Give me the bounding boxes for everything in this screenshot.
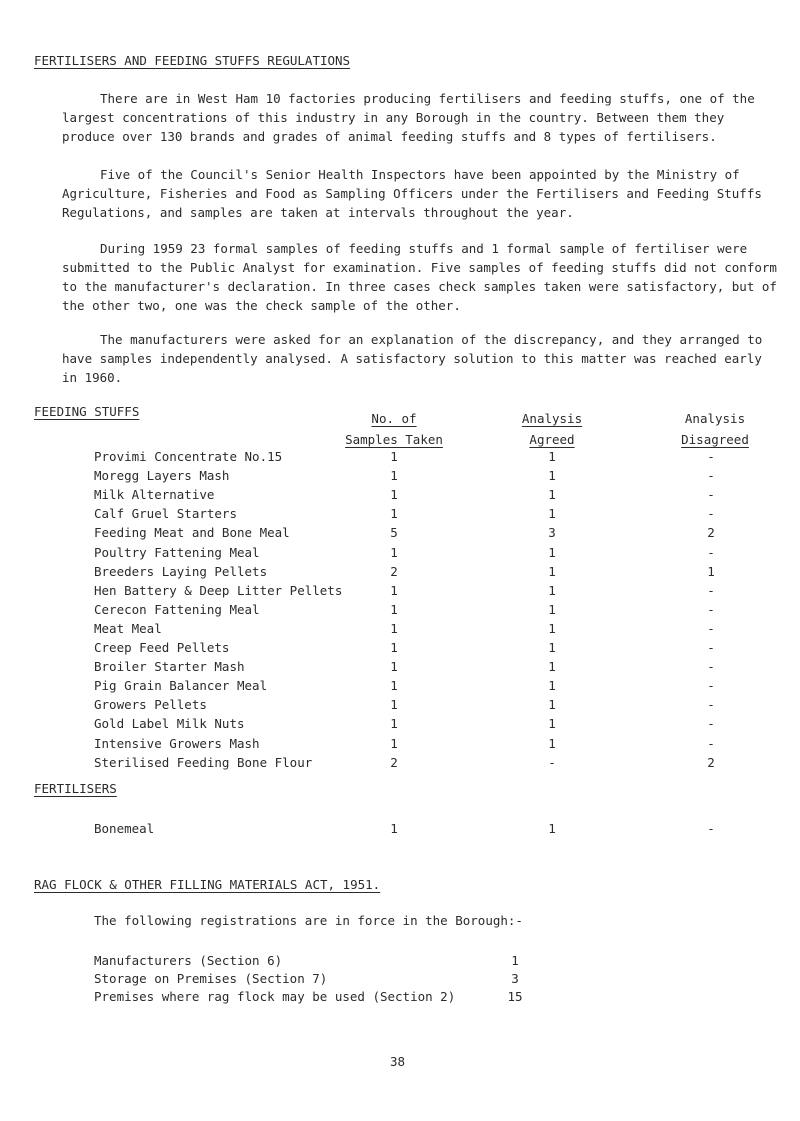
row-disagreed: 2 — [707, 754, 715, 770]
row-samples: 2 — [390, 563, 398, 579]
table-row — [0, 677, 800, 696]
row-item: Milk Alternative — [94, 487, 215, 503]
table-row — [0, 620, 800, 639]
row-disagreed: 2 — [707, 525, 715, 541]
row-agreed: 1 — [548, 735, 556, 751]
col-header-disagreed-line2: Disagreed — [681, 432, 749, 448]
row-item: Bonemeal — [94, 821, 155, 836]
row-item: Pig Grain Balancer Meal — [94, 678, 268, 694]
col-header-agreed-line2: Agreed — [529, 432, 575, 448]
registration-row — [0, 952, 800, 971]
row-agreed: 1 — [548, 659, 556, 675]
row-samples: 1 — [390, 697, 398, 713]
row-agreed: 1 — [548, 678, 556, 694]
row-samples: 1 — [390, 716, 398, 732]
row-samples: 1 — [390, 678, 398, 694]
row-disagreed: - — [707, 659, 715, 675]
row-disagreed: - — [707, 640, 715, 655]
row-item: Intensive Growers Mash — [94, 735, 260, 751]
table-row — [0, 467, 800, 486]
table-row — [0, 505, 800, 524]
row-disagreed: - — [707, 821, 715, 836]
registration-row — [0, 988, 800, 1007]
feeding-stuffs-heading: FEEDING STUFFS — [34, 404, 140, 419]
table-row — [0, 601, 800, 620]
paragraph-3-text: During 1959 23 formal samples of feeding stuffs and 1 formal sample of fertiliser were submitted to the Public Analyst for examination. Five samples of feeding stuffs did not conform to the manufacturer's declaration. In three cases check samples taken were satisfactory, but of the other two, one was the check sample of the other. — [62, 241, 777, 313]
row-disagreed: - — [707, 601, 715, 617]
row-disagreed: - — [707, 582, 715, 598]
row-disagreed: - — [707, 544, 715, 560]
row-disagreed: - — [707, 487, 715, 503]
col-header-samples-line1: No. of — [371, 411, 417, 426]
row-agreed: 1 — [548, 620, 556, 636]
table-row — [0, 544, 800, 563]
col-header-samples-line2: Samples Taken — [345, 432, 443, 448]
row-samples: 5 — [390, 525, 398, 541]
table-row — [0, 639, 800, 658]
row-samples: 1 — [390, 821, 398, 836]
registration-value: 3 — [511, 971, 519, 986]
row-disagreed: - — [707, 620, 715, 636]
row-disagreed: - — [707, 678, 715, 694]
table-row — [0, 563, 800, 582]
table-row — [0, 696, 800, 715]
table-row — [0, 754, 800, 773]
section-title-rag-flock: RAG FLOCK & OTHER FILLING MATERIALS ACT, 1951. — [34, 877, 381, 892]
paragraph-4 — [62, 330, 777, 387]
row-item: Moregg Layers Mash — [94, 468, 230, 484]
row-item: Breeders Laying Pellets — [94, 563, 268, 579]
col-header-agreed-line1: Analysis — [521, 411, 583, 426]
row-item: Poultry Fattening Meal — [94, 544, 260, 560]
registration-label: Storage on Premises (Section 7) — [94, 971, 328, 986]
paragraph-3 — [62, 239, 777, 315]
row-agreed: 1 — [548, 601, 556, 617]
row-item: Provimi Concentrate No.15 — [94, 449, 283, 464]
row-samples: 1 — [390, 582, 398, 598]
row-disagreed: 1 — [707, 563, 715, 579]
row-agreed: 1 — [548, 697, 556, 713]
row-disagreed: - — [707, 735, 715, 751]
table-row — [0, 486, 800, 505]
row-item: Gold Label Milk Nuts — [94, 716, 245, 732]
row-agreed: - — [548, 754, 556, 770]
row-item: Hen Battery & Deep Litter Pellets — [94, 582, 343, 598]
paragraph-4-text: The manufacturers were asked for an explanation of the discrepancy, and they arranged to have samples independently analysed. A satisfactory solution to this matter was reached early in 1960. — [62, 332, 763, 385]
fertilisers-heading: FERTILISERS — [34, 781, 117, 796]
row-samples: 1 — [390, 544, 398, 560]
row-item: Cerecon Fattening Meal — [94, 601, 260, 617]
row-agreed: 1 — [548, 449, 556, 464]
paragraph-1-text: There are in West Ham 10 factories producing fertilisers and feeding stuffs, one of the largest concentrations of this industry in any Borough in the country. Between them they produce over 130 brands and grades of animal feeding stuffs and 8 types of fertilisers. — [62, 91, 755, 144]
row-disagreed: - — [707, 697, 715, 713]
row-agreed: 1 — [548, 487, 556, 503]
table-row — [0, 715, 800, 734]
col-header-samples — [334, 410, 454, 449]
row-agreed: 1 — [548, 716, 556, 732]
page-number: 38 — [390, 1054, 406, 1069]
row-agreed: 1 — [548, 563, 556, 579]
row-disagreed: - — [707, 506, 715, 522]
row-samples: 1 — [390, 487, 398, 503]
row-item: Calf Gruel Starters — [94, 506, 237, 522]
col-header-disagreed — [660, 410, 770, 449]
row-samples: 1 — [390, 506, 398, 522]
table-row — [0, 582, 800, 601]
row-item: Broiler Starter Mash — [94, 659, 245, 675]
row-samples: 1 — [390, 468, 398, 484]
col-header-disagreed-line1: Analysis — [684, 411, 746, 426]
table-row — [0, 448, 800, 467]
row-agreed: 1 — [548, 544, 556, 560]
row-agreed: 3 — [548, 525, 556, 541]
row-disagreed: - — [707, 468, 715, 484]
row-item: Feeding Meat and Bone Meal — [94, 525, 290, 541]
table-row — [0, 820, 800, 839]
row-agreed: 1 — [548, 582, 556, 598]
row-item: Growers Pellets — [94, 697, 207, 713]
row-agreed: 1 — [548, 506, 556, 522]
section-title-fertilisers-regulations: FERTILISERS AND FEEDING STUFFS REGULATIONS — [34, 53, 351, 68]
registration-label: Manufacturers (Section 6) — [94, 953, 283, 968]
row-disagreed: - — [707, 716, 715, 732]
col-header-agreed — [502, 410, 602, 449]
row-samples: 1 — [390, 659, 398, 675]
row-samples: 1 — [390, 620, 398, 636]
row-samples: 1 — [390, 735, 398, 751]
paragraph-2-text: Five of the Council's Senior Health Inspectors have been appointed by the Ministry of Agriculture, Fisheries and Food as Sampling Officers under the Fertilisers and Feeding Stuffs Regulations, and samples are taken at intervals throughout the year. — [62, 167, 762, 220]
row-agreed: 1 — [548, 821, 556, 836]
table-row — [0, 524, 800, 543]
table-row — [0, 735, 800, 754]
row-disagreed: - — [707, 449, 715, 464]
registration-label: Premises where rag flock may be used (Section 2) — [94, 989, 456, 1004]
row-agreed: 1 — [548, 468, 556, 484]
paragraph-2 — [62, 165, 777, 222]
row-item: Meat Meal — [94, 620, 162, 636]
registration-value: 15 — [507, 989, 523, 1004]
table-row — [0, 658, 800, 677]
registration-value: 1 — [511, 953, 519, 968]
row-samples: 1 — [390, 601, 398, 617]
row-samples: 2 — [390, 754, 398, 770]
row-item: Sterilised Feeding Bone Flour — [94, 754, 313, 770]
rag-flock-intro: The following registrations are in force in the Borough:- — [94, 913, 523, 928]
registration-row — [0, 970, 800, 989]
row-samples: 1 — [390, 640, 398, 655]
row-item: Creep Feed Pellets — [94, 640, 230, 655]
row-samples: 1 — [390, 449, 398, 464]
row-agreed: 1 — [548, 640, 556, 655]
paragraph-1 — [62, 89, 777, 146]
